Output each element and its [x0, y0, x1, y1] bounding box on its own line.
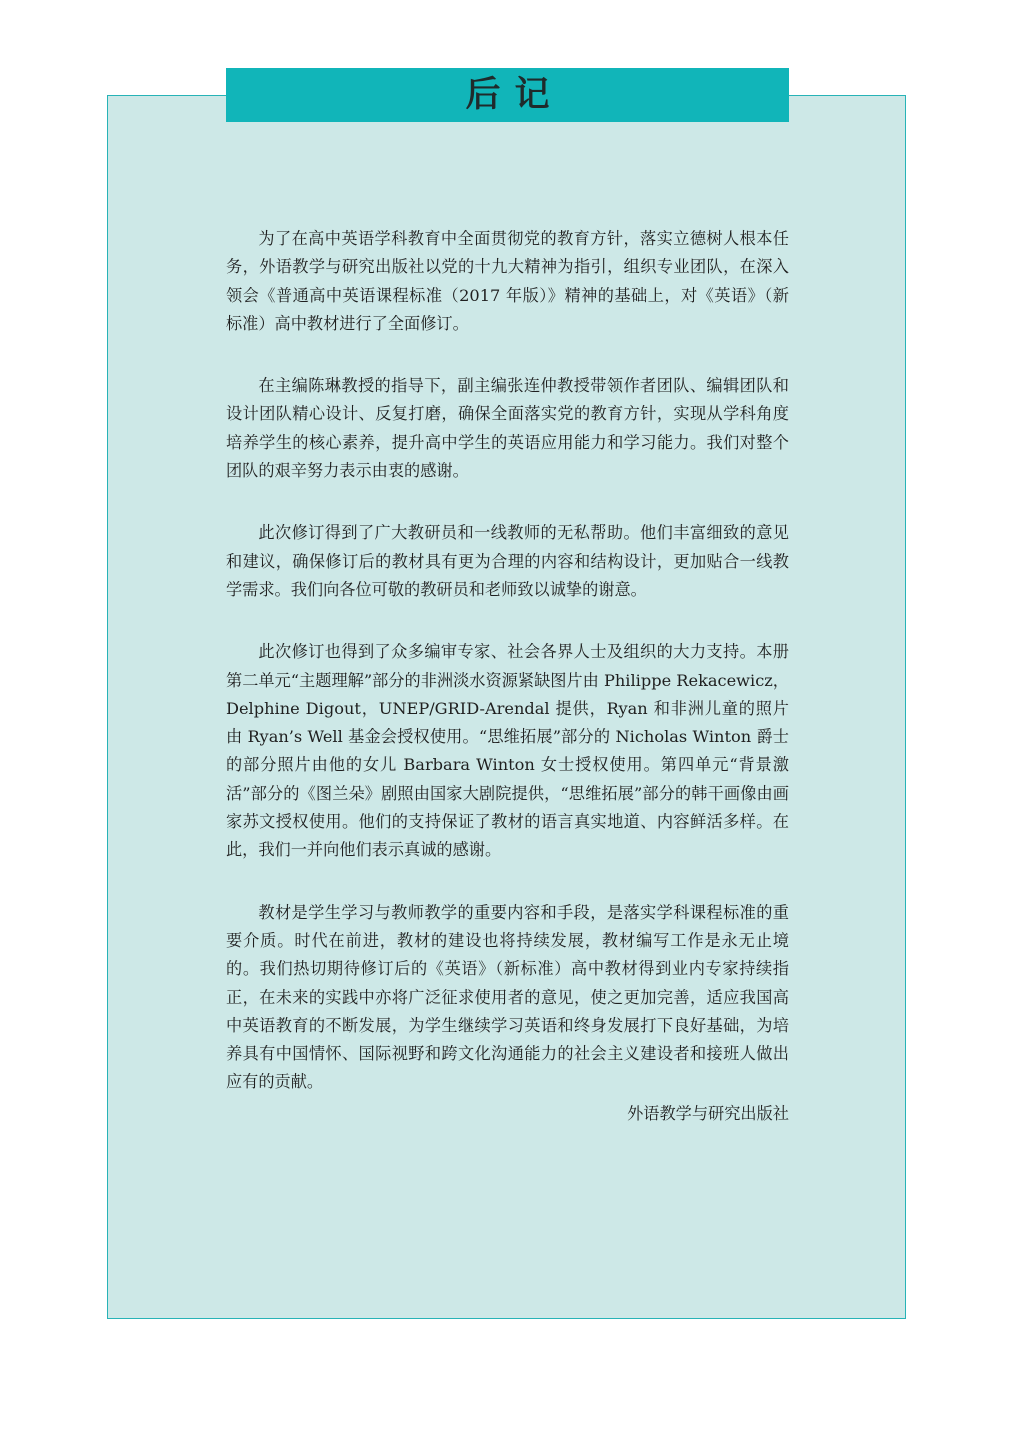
- paragraph-1: 为了在高中英语学科教育中全面贯彻党的教育方针，落实立德树人根本任务，外语教学与研究出版社以党的十九大精神为指引，组织专业团队，在深入领会《普通高中英语课程标准（2017 年版）》精神的基础上，对《英语》（新标准）高中教材进行了全面修订。: [226, 229, 789, 333]
- body-text: [226, 225, 789, 1131]
- paragraph-3: 此次修订得到了广大教研员和一线教师的无私帮助。他们丰富细致的意见和建议，确保修订后的教材具有更为合理的内容和结构设计，更加贴合一线教学需求。我们向各位可敬的教研员和老师致以诚挚的谢意。: [226, 523, 789, 599]
- paragraph-4: 此次修订也得到了众多编审专家、社会各界人士及组织的大力支持。本册第二单元“主题理解”部分的非洲淡水资源紧缺图片由 Philippe Rekacewicz，Delphine Digout，UNEP/GRID-Arendal 提供，Ryan 和非洲儿童的照片由 Ryan’s Well 基金会授权使用。“思维拓展”部分的 Nicholas Winton 爵士的部分照片由他的女儿 Barbara Winton 女士授权使用。第四单元“背景激活”部分的《图兰朵》剧照由国家大剧院提供，“思维拓展”部分的韩干画像由画家苏文授权使用。他们的支持保证了教材的语言真实地道、内容鲜活多样。在此，我们一并向他们表示真诚的感谢。: [226, 642, 789, 860]
- page-title: 后记: [465, 74, 564, 115]
- publisher-signature: 外语教学与研究出版社: [627, 1104, 789, 1123]
- paragraph-5: 教材是学生学习与教师教学的重要内容和手段，是落实学科课程标准的重要介质。时代在前进，教材的建设也将持续发展，教材编写工作是永无止境的。我们热切期待修订后的《英语》（新标准）高中教材得到业内专家持续指正，在未来的实践中亦将广泛征求使用者的意见，使之更加完善，适应我国高中英语教育的不断发展，为学生继续学习英语和终身发展打下良好基础，为培养具有中国情怀、国际视野和跨文化沟通能力的社会主义建设者和接班人做出应有的贡献。: [226, 902, 789, 1092]
- title-bar: [226, 68, 789, 122]
- paragraph-2: 在主编陈琳教授的指导下，副主编张连仲教授带领作者团队、编辑团队和设计团队精心设计、反复打磨，确保全面落实党的教育方针，实现从学科角度培养学生的核心素养，提升高中学生的英语应用能力和学习能力。我们对整个团队的艰辛努力表示由衷的感谢。: [226, 376, 789, 481]
